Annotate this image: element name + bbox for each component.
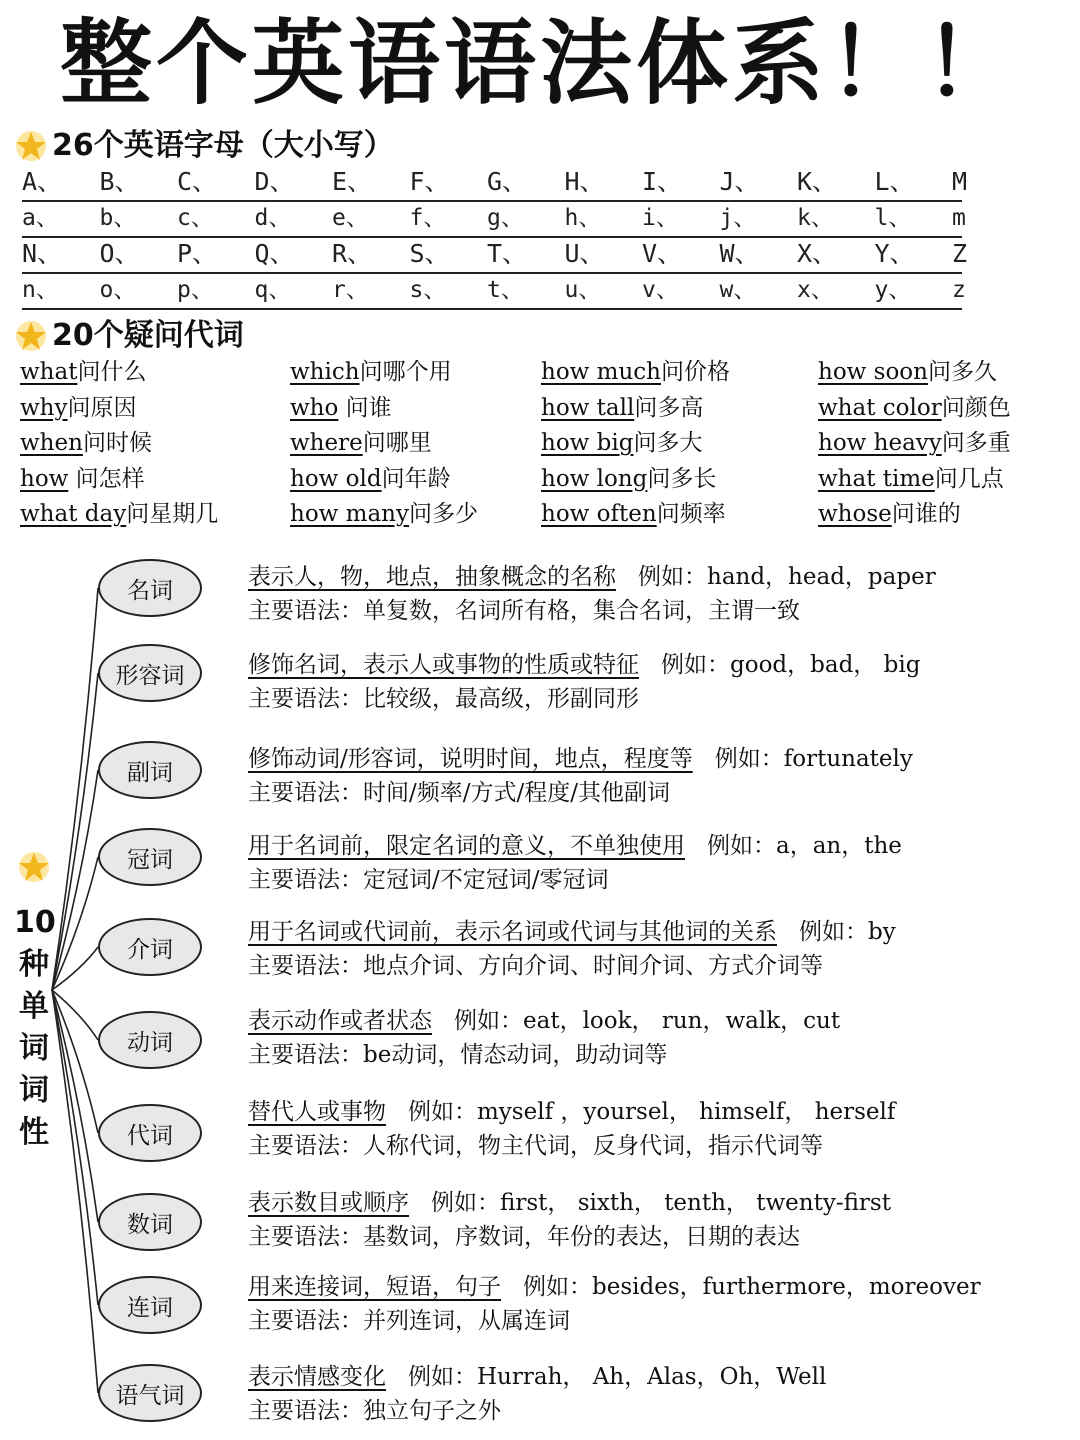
interrogative-item xyxy=(818,357,997,387)
pos-grammar: 主要语法：单复数，名词所有格，集合名词，主谓一致 xyxy=(248,598,800,624)
pos-examples: fortunately xyxy=(783,746,913,772)
pos-description xyxy=(248,648,1074,716)
alphabet-letter: s、 xyxy=(409,277,447,303)
interrogatives-heading xyxy=(14,316,244,356)
pos-definition: 替代人或事物 xyxy=(248,1099,386,1125)
alphabet-letter: H、 xyxy=(564,167,605,196)
star-icon xyxy=(14,129,48,163)
alphabet-letter: Z xyxy=(952,239,968,268)
side-label-char: 词 xyxy=(19,1073,49,1108)
interrogative-meaning: 问哪里 xyxy=(362,430,432,456)
pos-grammar: 主要语法：人称代词，物主代词，反身代词，指示代词等 xyxy=(248,1133,823,1159)
alphabet-letter: B、 xyxy=(99,167,140,196)
interrogative-meaning: 问频率 xyxy=(656,501,726,527)
pos-node: 名词 xyxy=(98,559,202,617)
pos-definition-line xyxy=(248,1095,1074,1129)
interrogative-word: why xyxy=(20,394,68,421)
connector-line xyxy=(52,857,98,990)
interrogative-word: how old xyxy=(290,465,382,492)
pos-grammar: 主要语法：基数词，序数词，年份的表达，日期的表达 xyxy=(248,1224,800,1250)
alphabet-letter: q、 xyxy=(254,277,292,303)
interrogative-word: what time xyxy=(818,465,935,492)
pos-description xyxy=(248,915,1074,983)
interrogative-item xyxy=(20,464,145,494)
pos-description xyxy=(248,742,1074,810)
interrogative-meaning: 问哪个用 xyxy=(359,359,452,385)
alphabet-letter: N、 xyxy=(22,239,63,268)
pos-definition: 表示人，物，地点，抽象概念的名称 xyxy=(248,564,616,590)
pos-grammar: 主要语法：独立句子之外 xyxy=(248,1398,501,1424)
alphabet-letter: V、 xyxy=(642,239,683,268)
interrogative-word: how xyxy=(20,465,69,492)
interrogative-item xyxy=(541,428,702,458)
alphabet-letter: P、 xyxy=(177,239,218,268)
alphabet-letter: h、 xyxy=(564,205,602,231)
pos-description xyxy=(248,1360,1074,1428)
pos-description xyxy=(248,829,1074,897)
alphabet-letter: J、 xyxy=(719,167,760,196)
uppercase-row xyxy=(22,238,968,274)
pos-node: 介词 xyxy=(98,918,202,976)
alphabet-letter: t、 xyxy=(487,277,524,303)
alphabet-letter: w、 xyxy=(719,277,757,303)
uppercase-row xyxy=(22,166,968,202)
interrogative-word: how soon xyxy=(818,359,928,385)
interrogative-meaning: 问原因 xyxy=(67,394,137,421)
pos-examples: a，an，the xyxy=(776,833,902,859)
interrogative-meaning: 问颜色 xyxy=(941,394,1011,421)
pos-definition: 用于名词前，限定名词的意义，不单独使用 xyxy=(248,833,685,859)
alphabet-letter: C、 xyxy=(177,167,218,196)
interrogative-meaning: 问多久 xyxy=(927,359,997,385)
alphabet-heading xyxy=(14,126,394,166)
example-label: 例如： xyxy=(408,1364,477,1390)
pos-node: 代词 xyxy=(98,1104,202,1162)
interrogative-word: when xyxy=(20,430,83,456)
interrogative-meaning: 问星期几 xyxy=(126,501,219,527)
pos-grammar: 主要语法：地点介词、方向介词、时间介词、方式介词等 xyxy=(248,953,823,979)
interrogative-item xyxy=(818,428,1011,458)
alphabet-letter: K、 xyxy=(797,167,838,196)
example-label: 例如： xyxy=(714,746,784,772)
pos-definition-line xyxy=(248,915,1074,949)
pos-examples: by xyxy=(868,919,896,945)
alphabet-letter: r、 xyxy=(332,277,369,303)
interrogative-meaning: 问什么 xyxy=(77,359,147,385)
pos-definition-line xyxy=(248,1004,1074,1038)
pos-node: 连词 xyxy=(98,1276,202,1334)
interrogative-meaning: 问多长 xyxy=(647,465,717,492)
example-label: 例如： xyxy=(431,1190,500,1216)
pos-definition: 修饰动词/形容词，说明时间，地点，程度等 xyxy=(248,746,693,772)
alphabet-letter: u、 xyxy=(564,277,602,303)
interrogative-meaning: 问多重 xyxy=(941,430,1011,456)
interrogative-item xyxy=(20,357,146,387)
alphabet-letter: f、 xyxy=(409,205,447,231)
interrogative-meaning: 问多高 xyxy=(634,394,704,421)
pos-examples: hand，head，paper xyxy=(707,564,936,590)
star-icon xyxy=(17,850,51,884)
alphabet-letter: E、 xyxy=(332,167,373,196)
interrogative-word: how big xyxy=(541,430,634,456)
example-label: 例如： xyxy=(638,564,707,590)
interrogative-meaning: 问多少 xyxy=(409,501,478,527)
pos-description xyxy=(248,560,1074,628)
pos-definition: 表示情感变化 xyxy=(248,1364,386,1390)
example-label: 例如： xyxy=(661,652,730,678)
lowercase-row xyxy=(22,202,966,238)
interrogative-word: where xyxy=(290,430,363,456)
interrogative-item xyxy=(290,393,392,423)
interrogative-item xyxy=(290,357,452,387)
pos-definition-line xyxy=(248,560,1074,594)
example-label: 例如： xyxy=(707,833,776,859)
interrogative-item xyxy=(20,428,152,458)
interrogative-item xyxy=(818,393,1011,423)
pos-description xyxy=(248,1186,1074,1254)
pos-examples: first， sixth， tenth， twenty-first xyxy=(500,1190,891,1216)
alphabet-letter: M xyxy=(952,167,968,196)
pos-examples: good，bad， big xyxy=(730,652,921,678)
side-label-char: 词 xyxy=(19,1031,49,1066)
alphabet-letter: i、 xyxy=(642,205,679,231)
pos-definition-line xyxy=(248,742,1074,776)
alphabet-heading-text: 26个英语字母（大小写） xyxy=(52,128,394,163)
interrogative-meaning: 问年龄 xyxy=(381,465,451,492)
alphabet-letter: b、 xyxy=(99,205,137,231)
alphabet-letter: l、 xyxy=(874,205,912,231)
alphabet-letter: n、 xyxy=(22,277,59,303)
interrogatives-heading-text: 20个疑问代词 xyxy=(52,318,244,353)
example-label: 例如： xyxy=(799,919,868,945)
interrogative-word: which xyxy=(290,359,360,385)
lowercase-row xyxy=(22,274,966,310)
alphabet-letter: I、 xyxy=(642,167,683,196)
interrogative-meaning: 问多大 xyxy=(633,430,703,456)
alphabet-letter: x、 xyxy=(797,277,834,303)
side-label-char: 种 xyxy=(19,947,49,982)
alphabet-letter: W、 xyxy=(719,239,760,268)
pos-examples: Hurrah， Ah，Alas，Oh，Well xyxy=(477,1364,827,1390)
alphabet-letter: T、 xyxy=(487,239,528,268)
star-icon xyxy=(14,319,48,353)
example-label: 例如： xyxy=(408,1099,477,1125)
side-label-char: 单 xyxy=(19,989,49,1024)
pos-examples: eat，look， run，walk，cut xyxy=(523,1008,841,1034)
interrogative-word: how heavy xyxy=(818,430,942,456)
interrogative-item xyxy=(541,464,716,494)
alphabet-letter: m xyxy=(952,205,966,231)
pos-examples: besides，furthermore，moreover xyxy=(592,1274,981,1300)
interrogative-word: what day xyxy=(20,501,127,527)
interrogative-meaning: 问价格 xyxy=(660,359,730,385)
alphabet-letter: Y、 xyxy=(874,239,915,268)
pos-node: 语气词 xyxy=(98,1364,202,1422)
interrogative-word: whose xyxy=(818,501,892,527)
alphabet-letter: A、 xyxy=(22,167,63,196)
pos-description xyxy=(248,1095,1074,1163)
pos-examples: myself ，yoursel， himself， herself xyxy=(477,1099,896,1125)
pos-node: 冠词 xyxy=(98,828,202,886)
pos-grammar: 主要语法：定冠词/不定冠词/零冠词 xyxy=(248,867,609,893)
pos-grammar: 主要语法：并列连词，从属连词 xyxy=(248,1308,570,1334)
interrogative-word: how much xyxy=(541,359,661,385)
interrogative-word: who xyxy=(290,394,339,421)
alphabet-letter: F、 xyxy=(409,167,450,196)
alphabet-letter: e、 xyxy=(332,205,369,231)
alphabet-letter: R、 xyxy=(332,239,373,268)
alphabet-letter: j、 xyxy=(719,205,757,231)
alphabet-letter: p、 xyxy=(177,277,214,303)
alphabet-letter: z xyxy=(952,277,966,303)
example-label: 例如： xyxy=(454,1008,523,1034)
alphabet-letter: U、 xyxy=(564,239,605,268)
interrogative-item xyxy=(541,393,703,423)
pos-definition-line xyxy=(248,648,1074,682)
alphabet-letter: L、 xyxy=(874,167,915,196)
interrogative-item xyxy=(290,464,451,494)
interrogative-item xyxy=(818,464,1004,494)
pos-definition: 用于名词或代词前，表示名词或代词与其他词的关系 xyxy=(248,919,777,945)
side-label-char: 性 xyxy=(19,1115,49,1150)
interrogative-item xyxy=(541,357,730,387)
alphabet-letter: d、 xyxy=(254,205,292,231)
interrogative-word: how tall xyxy=(541,394,635,421)
alphabet-letter: c、 xyxy=(177,205,214,231)
pos-grammar: 主要语法：比较级，最高级，形副同形 xyxy=(248,686,639,712)
pos-definition: 表示动作或者状态 xyxy=(248,1008,432,1034)
pos-definition-line xyxy=(248,829,1074,863)
alphabet-letter: v、 xyxy=(642,277,679,303)
interrogative-word: how long xyxy=(541,465,648,492)
connector-line xyxy=(52,588,98,990)
alphabet-letter: k、 xyxy=(797,205,834,231)
pos-side-label xyxy=(14,850,54,1154)
interrogative-meaning: 问谁 xyxy=(338,394,392,421)
pos-node: 副词 xyxy=(98,741,202,799)
interrogative-item xyxy=(541,499,726,529)
interrogative-item xyxy=(290,499,478,529)
interrogative-word: how often xyxy=(541,501,657,527)
alphabet-letter: g、 xyxy=(487,205,524,231)
pos-definition: 用来连接词，短语，句子 xyxy=(248,1274,501,1300)
alphabet-letter: S、 xyxy=(409,239,450,268)
interrogative-word: how many xyxy=(290,501,409,527)
pos-definition-line xyxy=(248,1186,1074,1220)
alphabet-letter: X、 xyxy=(797,239,838,268)
pos-definition: 修饰名词，表示人或事物的性质或特征 xyxy=(248,652,639,678)
alphabet-letter: o、 xyxy=(99,277,137,303)
alphabet-letter: a、 xyxy=(22,205,59,231)
pos-description xyxy=(248,1270,1074,1338)
pos-node: 动词 xyxy=(98,1011,202,1069)
alphabet-letter: Q、 xyxy=(254,239,295,268)
interrogative-meaning: 问谁的 xyxy=(891,501,961,527)
pos-node: 数词 xyxy=(98,1193,202,1251)
pos-grammar: 主要语法：be动词，情态动词，助动词等 xyxy=(248,1042,668,1068)
interrogative-item xyxy=(818,499,961,529)
interrogative-meaning: 问怎样 xyxy=(68,465,145,492)
alphabet-letter: O、 xyxy=(99,239,140,268)
interrogative-meaning: 问几点 xyxy=(934,465,1004,492)
side-label-char: 10 xyxy=(14,905,56,940)
interrogative-item xyxy=(20,499,218,529)
pos-definition: 表示数目或顺序 xyxy=(248,1190,409,1216)
example-label: 例如： xyxy=(523,1274,592,1300)
interrogative-word: what xyxy=(20,359,78,385)
alphabet-letter: y、 xyxy=(874,277,912,303)
interrogative-word: what color xyxy=(818,394,942,421)
pos-node: 形容词 xyxy=(98,644,202,702)
pos-definition-line xyxy=(248,1360,1074,1394)
pos-grammar: 主要语法：时间/频率/方式/程度/其他副词 xyxy=(248,780,670,806)
interrogative-item xyxy=(290,428,432,458)
pos-description xyxy=(248,1004,1074,1072)
interrogative-item xyxy=(20,393,137,423)
pos-definition-line xyxy=(248,1270,1074,1304)
alphabet-letter: G、 xyxy=(487,167,528,196)
interrogative-meaning: 问时候 xyxy=(82,430,152,456)
page-title: 整个英语语法体系！！ xyxy=(59,10,1020,117)
alphabet-letter: D、 xyxy=(254,167,295,196)
